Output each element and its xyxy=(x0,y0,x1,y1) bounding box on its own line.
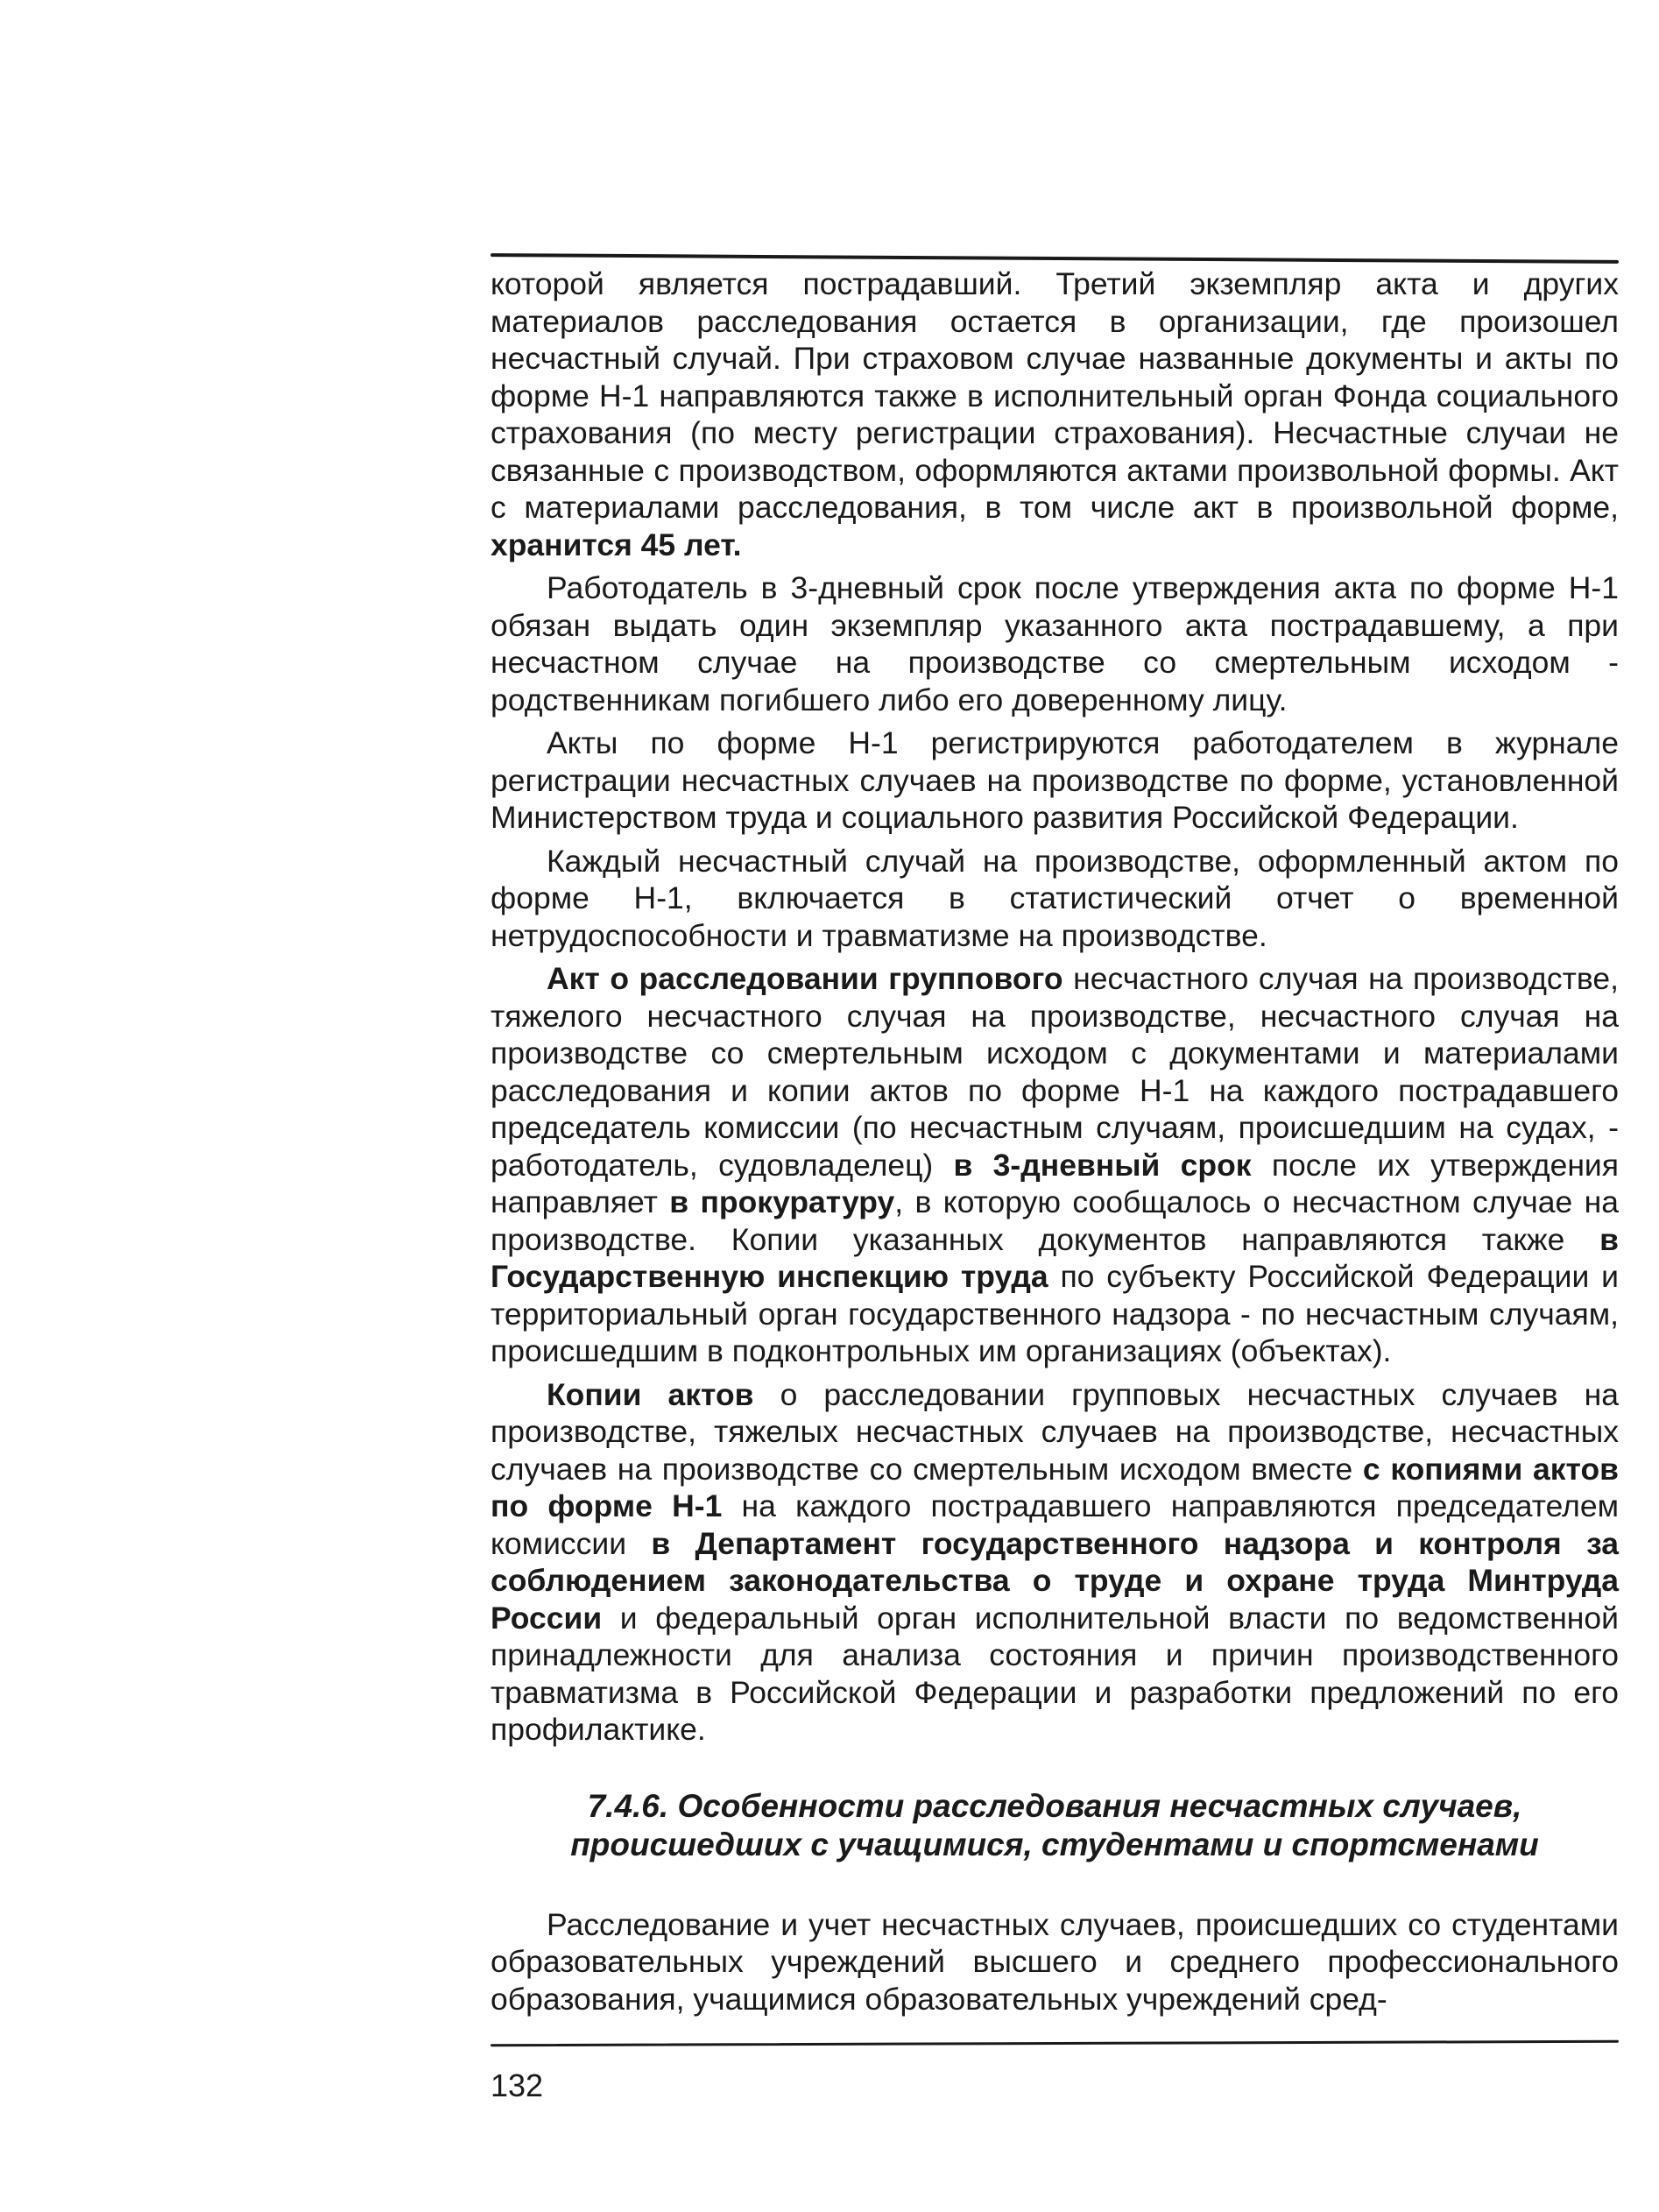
top-rule xyxy=(491,253,1619,264)
storage-term-bold: хранится 45 лет. xyxy=(491,526,742,562)
paragraph-7: Расследование и учет несчастных случаев, происшедших со студентами образовательных учреждений высшего и среднего профессионального образования, учащимися образовательных учреждений сред- xyxy=(491,1906,1619,2017)
section-heading xyxy=(491,1787,1619,1864)
paragraph-6: Копии актов о расследовании групповых несчастных случаев на производстве, тяжелых несчастных случаев на производстве, несчастных случаев на производстве со смертельным исходом вместе с копиями актов по форме Н-1 на каждого пострадавшего направляются председателем комиссии в Департамент государственного надзора и контроля за соблюдением законодательства о труде и охране труда Минтруда России и федеральный орган исполнительной власти по ведомственной принадлежности для анализа состояния и причин производственного травматизма в Российской Федерации и разработки предложений по его профилактике. xyxy=(491,1376,1619,1747)
section-heading-line-1: 7.4.6. Особенности расследования несчастных случаев, xyxy=(587,1787,1522,1824)
paragraph-3: Акты по форме Н-1 регистрируются работодателем в журнале регистрации несчастных случаев на производстве по форме, установленной Министерством труда и социального развития Российской Федерации. xyxy=(491,725,1619,835)
paragraph-4: Каждый несчастный случай на производстве, оформленный актом по форме Н-1, включается в статистический отчет о временной нетрудоспособности и травматизме на производстве. xyxy=(491,843,1619,953)
page-body xyxy=(491,265,1619,2024)
paragraph-1: которой является пострадавший. Третий экземпляр акта и других материалов расследования остается в организации, где произошел несчастный случай. При страховом случае названные документы и акты по форме Н-1 направляются также в исполнительный орган Фонда социального страхования (по месту регистрации страхования). Несчастные случаи не связанные с производством, оформляются актами произвольной формы. Акт с материалами расследования, в том числе акт в произвольной форме, хранится 45 лет. xyxy=(491,266,1619,562)
bottom-rule xyxy=(491,2040,1619,2046)
section-heading-line-2: происшедших с учащимися, студентами и спортсменами xyxy=(570,1826,1539,1862)
paragraph-2: Работодатель в 3-дневный срок после утверждения акта по форме Н-1 обязан выдать один экземпляр указанного акта пострадавшему, а при несчастном случае на производстве со смертельным исходом - родственникам погибшего либо его доверенному лицу. xyxy=(491,570,1619,717)
page-number: 132 xyxy=(491,2067,544,2103)
paragraph-5: Акт о расследовании группового несчастного случая на производстве, тяжелого несчастного случая на производстве, несчастного случая на производстве со смертельным исходом с документами и материалами расследования и копии актов по форме Н-1 на каждого пострадавшего председатель комиссии (по несчастным случаям, происшедшим на судах, - работодатель, судовладелец) в 3-дневный срок после их утверждения направляет в прокуратуру, в которую сообщалось о несчастном случае на производстве. Копии указанных документов направляются также в Государственную инспекцию труда по субъекту Российской Федерации и территориальный орган государственного надзора - по несчастным случаям, происшедшим в подконтрольных им организациях (объектах). xyxy=(491,961,1619,1368)
